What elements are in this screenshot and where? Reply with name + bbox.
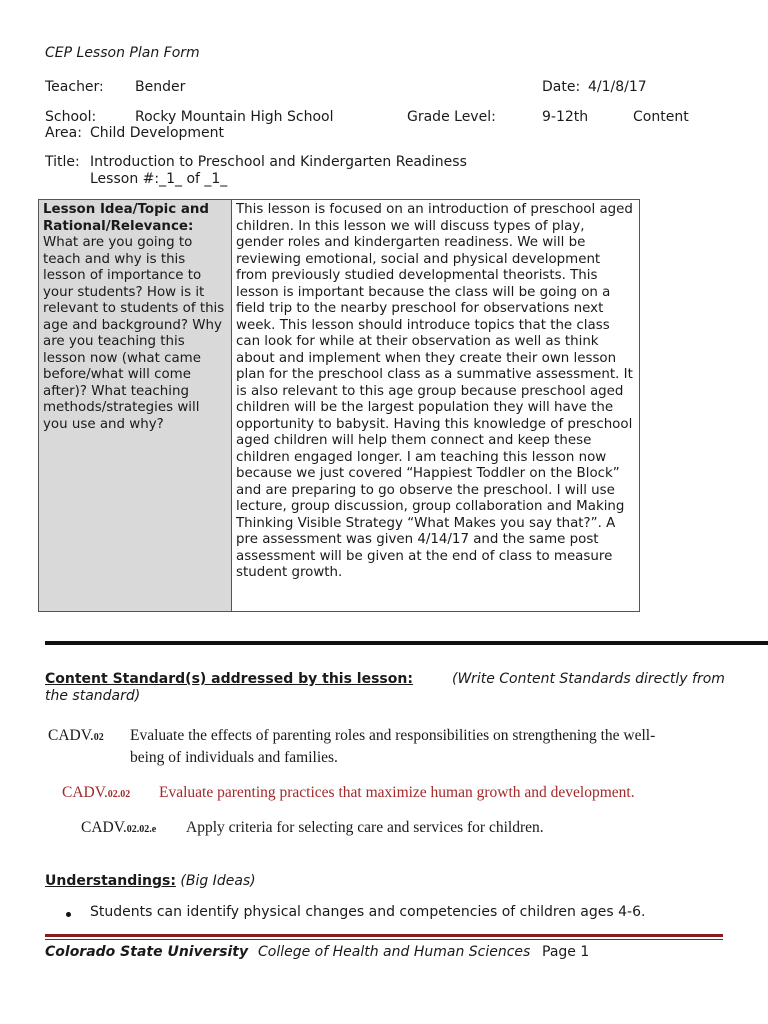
standard-text-1-cont: being of individuals and families. [130,749,338,766]
standard-code-sub: 02.02.e [126,824,157,835]
lesson-number: Lesson #:_1_ of _1_ [90,171,228,187]
footer-college: College of Health and Human Sciences [258,944,531,960]
form-title: CEP Lesson Plan Form [45,45,200,61]
school-value: Rocky Mountain High School [135,109,334,125]
standard-text-2: Evaluate parenting practices that maximize human growth and development. [159,784,635,801]
standard-text-1: Evaluate the effects of parenting roles and responsibilities on strengthening the well- [130,727,656,744]
teacher-value: Bender [135,79,186,95]
lesson-idea-response: This lesson is focused on an introduction of preschool aged children. In this lesson we will discuss types of play, gender roles and kindergarten readiness. We will be reviewing emotional, social and physical development from previously studied developmental theorists. This lesson is important because the class will be going on a field trip to the nearby preschool for observations next week. This lesson should introduce topics that the class can look for while at their observation as well as think about and implement when they create their own lesson plan for the preschool class as a summative assessment. It is also relevant to this age group because preschool aged children will be the largest population they will have the opportunity to babysit. Having this knowledge of preschool aged children will help them connect and keep these children engaged longer. I am teaching this lesson now because we just covered “Happiest Toddler on the Block” and are preparing to go observe the preschool. I will use lecture, group discussion, group collaboration and Making Thinking Visible Strategy “What Makes you say that?”. A pre assessment was given 4/14/17 and the same post assessment will be given at the end of class to measure student growth. [236,202,633,580]
content-standards-note-cont: the standard) [45,688,141,704]
area-label: Area: [45,125,82,141]
grade-level-label: Grade Level: [407,109,496,125]
standard-text-3: Apply criteria for selecting care and services for children. [186,819,544,836]
footer-rule-thin [45,939,723,940]
content-standards-note: (Write Content Standards directly from [452,671,725,687]
section-divider [45,641,768,645]
footer-rule [45,934,723,937]
school-label: School: [45,109,97,125]
standard-code-2 [62,784,130,802]
understandings-heading: Understandings: [45,873,176,889]
content-area-value: Child Development [90,125,225,141]
lesson-idea-response-cell [232,200,640,612]
standard-code-prefix: CADV. [48,727,94,744]
date-value: 4/1/8/17 [588,79,647,95]
standard-code-sub: 02 [93,732,104,743]
understandings-row [45,873,256,889]
date-label: Date: [542,79,581,95]
lesson-idea-prompt: What are you going to teach and why is this lesson of importance to your students? How is it relevant to students of this age and background? Why are you teaching this lesson now (what came before/what will come after)? What teaching methods/strategies will you use and why? [43,235,225,432]
bullet-icon [66,912,71,917]
teacher-label: Teacher: [45,79,104,95]
grade-level-value: 9-12th [542,109,589,125]
standard-code-1 [48,727,104,745]
understandings-note: (Big Ideas) [180,873,256,889]
content-standards-heading: Content Standard(s) addressed by this lesson: [45,671,413,687]
footer-university: Colorado State University [45,944,249,960]
standard-code-prefix: CADV. [81,819,127,836]
standard-code-prefix: CADV. [62,784,108,801]
content-area-label: Content [633,109,689,125]
title-label: Title: [45,154,80,170]
footer-page-number: Page 1 [542,944,590,960]
standard-code-sub: 02.02 [107,789,131,800]
lesson-title: Introduction to Preschool and Kindergarten Readiness [90,154,467,170]
lesson-idea-heading: Lesson Idea/Topic and Rational/Relevance: [43,202,210,234]
standard-code-3 [81,819,156,837]
lesson-idea-table [38,199,640,612]
lesson-idea-prompt-cell [39,200,232,612]
understanding-item: Students can identify physical changes and competencies of children ages 4-6. [90,904,646,920]
